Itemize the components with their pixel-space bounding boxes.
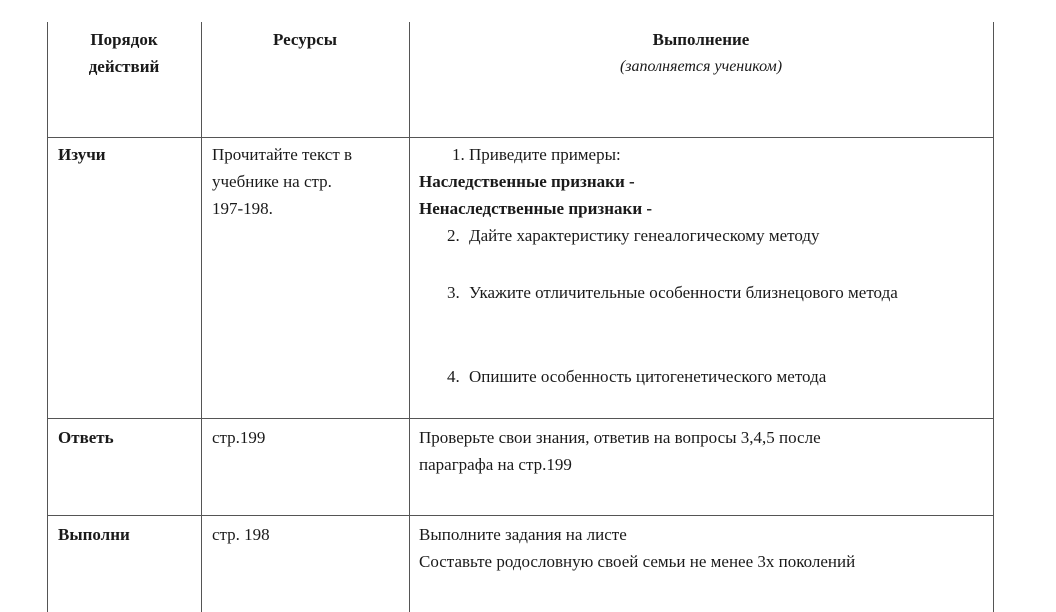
row1-task-item3 — [419, 279, 979, 363]
row1-resource-line3: 197-198. — [212, 199, 273, 218]
table-border-col3 — [409, 22, 410, 612]
row1-task-item4-num: 4. — [447, 367, 460, 386]
row2-task — [419, 424, 979, 478]
row1-task-bold2: Ненаследственные признаки - — [419, 199, 653, 218]
row3-task-line2: Составьте родословную своей семьи не менее 3х поколений — [419, 552, 856, 571]
row1-task — [419, 141, 979, 390]
row1-action: Изучи — [58, 145, 106, 164]
table-border-col2 — [201, 22, 202, 612]
row3-task — [419, 521, 989, 575]
row1-task-item1: 1. Приведите примеры: — [452, 145, 621, 164]
table-border-right — [993, 22, 994, 612]
header-execution — [409, 26, 993, 80]
row1-task-item2-num: 2. — [447, 226, 460, 245]
header-execution-label: Выполнение — [652, 30, 750, 49]
row1-task-item4-text: Опишите особенность цитогенетического метода — [469, 367, 827, 386]
row3-task-line1: Выполните задания на листе — [419, 525, 627, 544]
header-resources-label: Ресурсы — [272, 30, 337, 49]
row2-action: Ответь — [58, 428, 114, 447]
row1-task-item4 — [419, 363, 979, 390]
row1-task-item3-num: 3. — [447, 283, 460, 302]
row1-resource-line1: Прочитайте текст в — [212, 145, 353, 164]
table-border-left — [47, 22, 48, 612]
header-resources — [201, 26, 409, 53]
row2-task-line1: Проверьте свои знания, ответив на вопросы 3,4,5 после — [419, 428, 821, 447]
header-execution-sub: (заполняется учеником) — [619, 58, 783, 75]
header-actions — [47, 26, 201, 80]
row1-task-item2-text: Дайте характеристику генеалогическому методу — [469, 226, 820, 245]
row1-task-bold1: Наследственные признаки - — [419, 172, 635, 191]
header-actions-line1: Порядок — [90, 30, 158, 49]
row1-resource-line2: учебнике на стр. — [212, 172, 332, 191]
row1-resource — [212, 141, 402, 222]
row3-action: Выполни — [58, 525, 130, 544]
header-actions-line2: действий — [88, 57, 160, 76]
row-divider-2 — [47, 418, 994, 419]
row3-resource: стр. 198 — [212, 525, 270, 544]
row2-task-line2: параграфа на стр.199 — [419, 455, 572, 474]
row2-resource: стр.199 — [212, 428, 266, 447]
row1-task-item3-text: Укажите отличительные особенности близнецового метода — [469, 283, 898, 302]
row-divider-3 — [47, 515, 994, 516]
row-divider-1 — [47, 137, 994, 138]
row1-task-item2 — [419, 222, 979, 279]
